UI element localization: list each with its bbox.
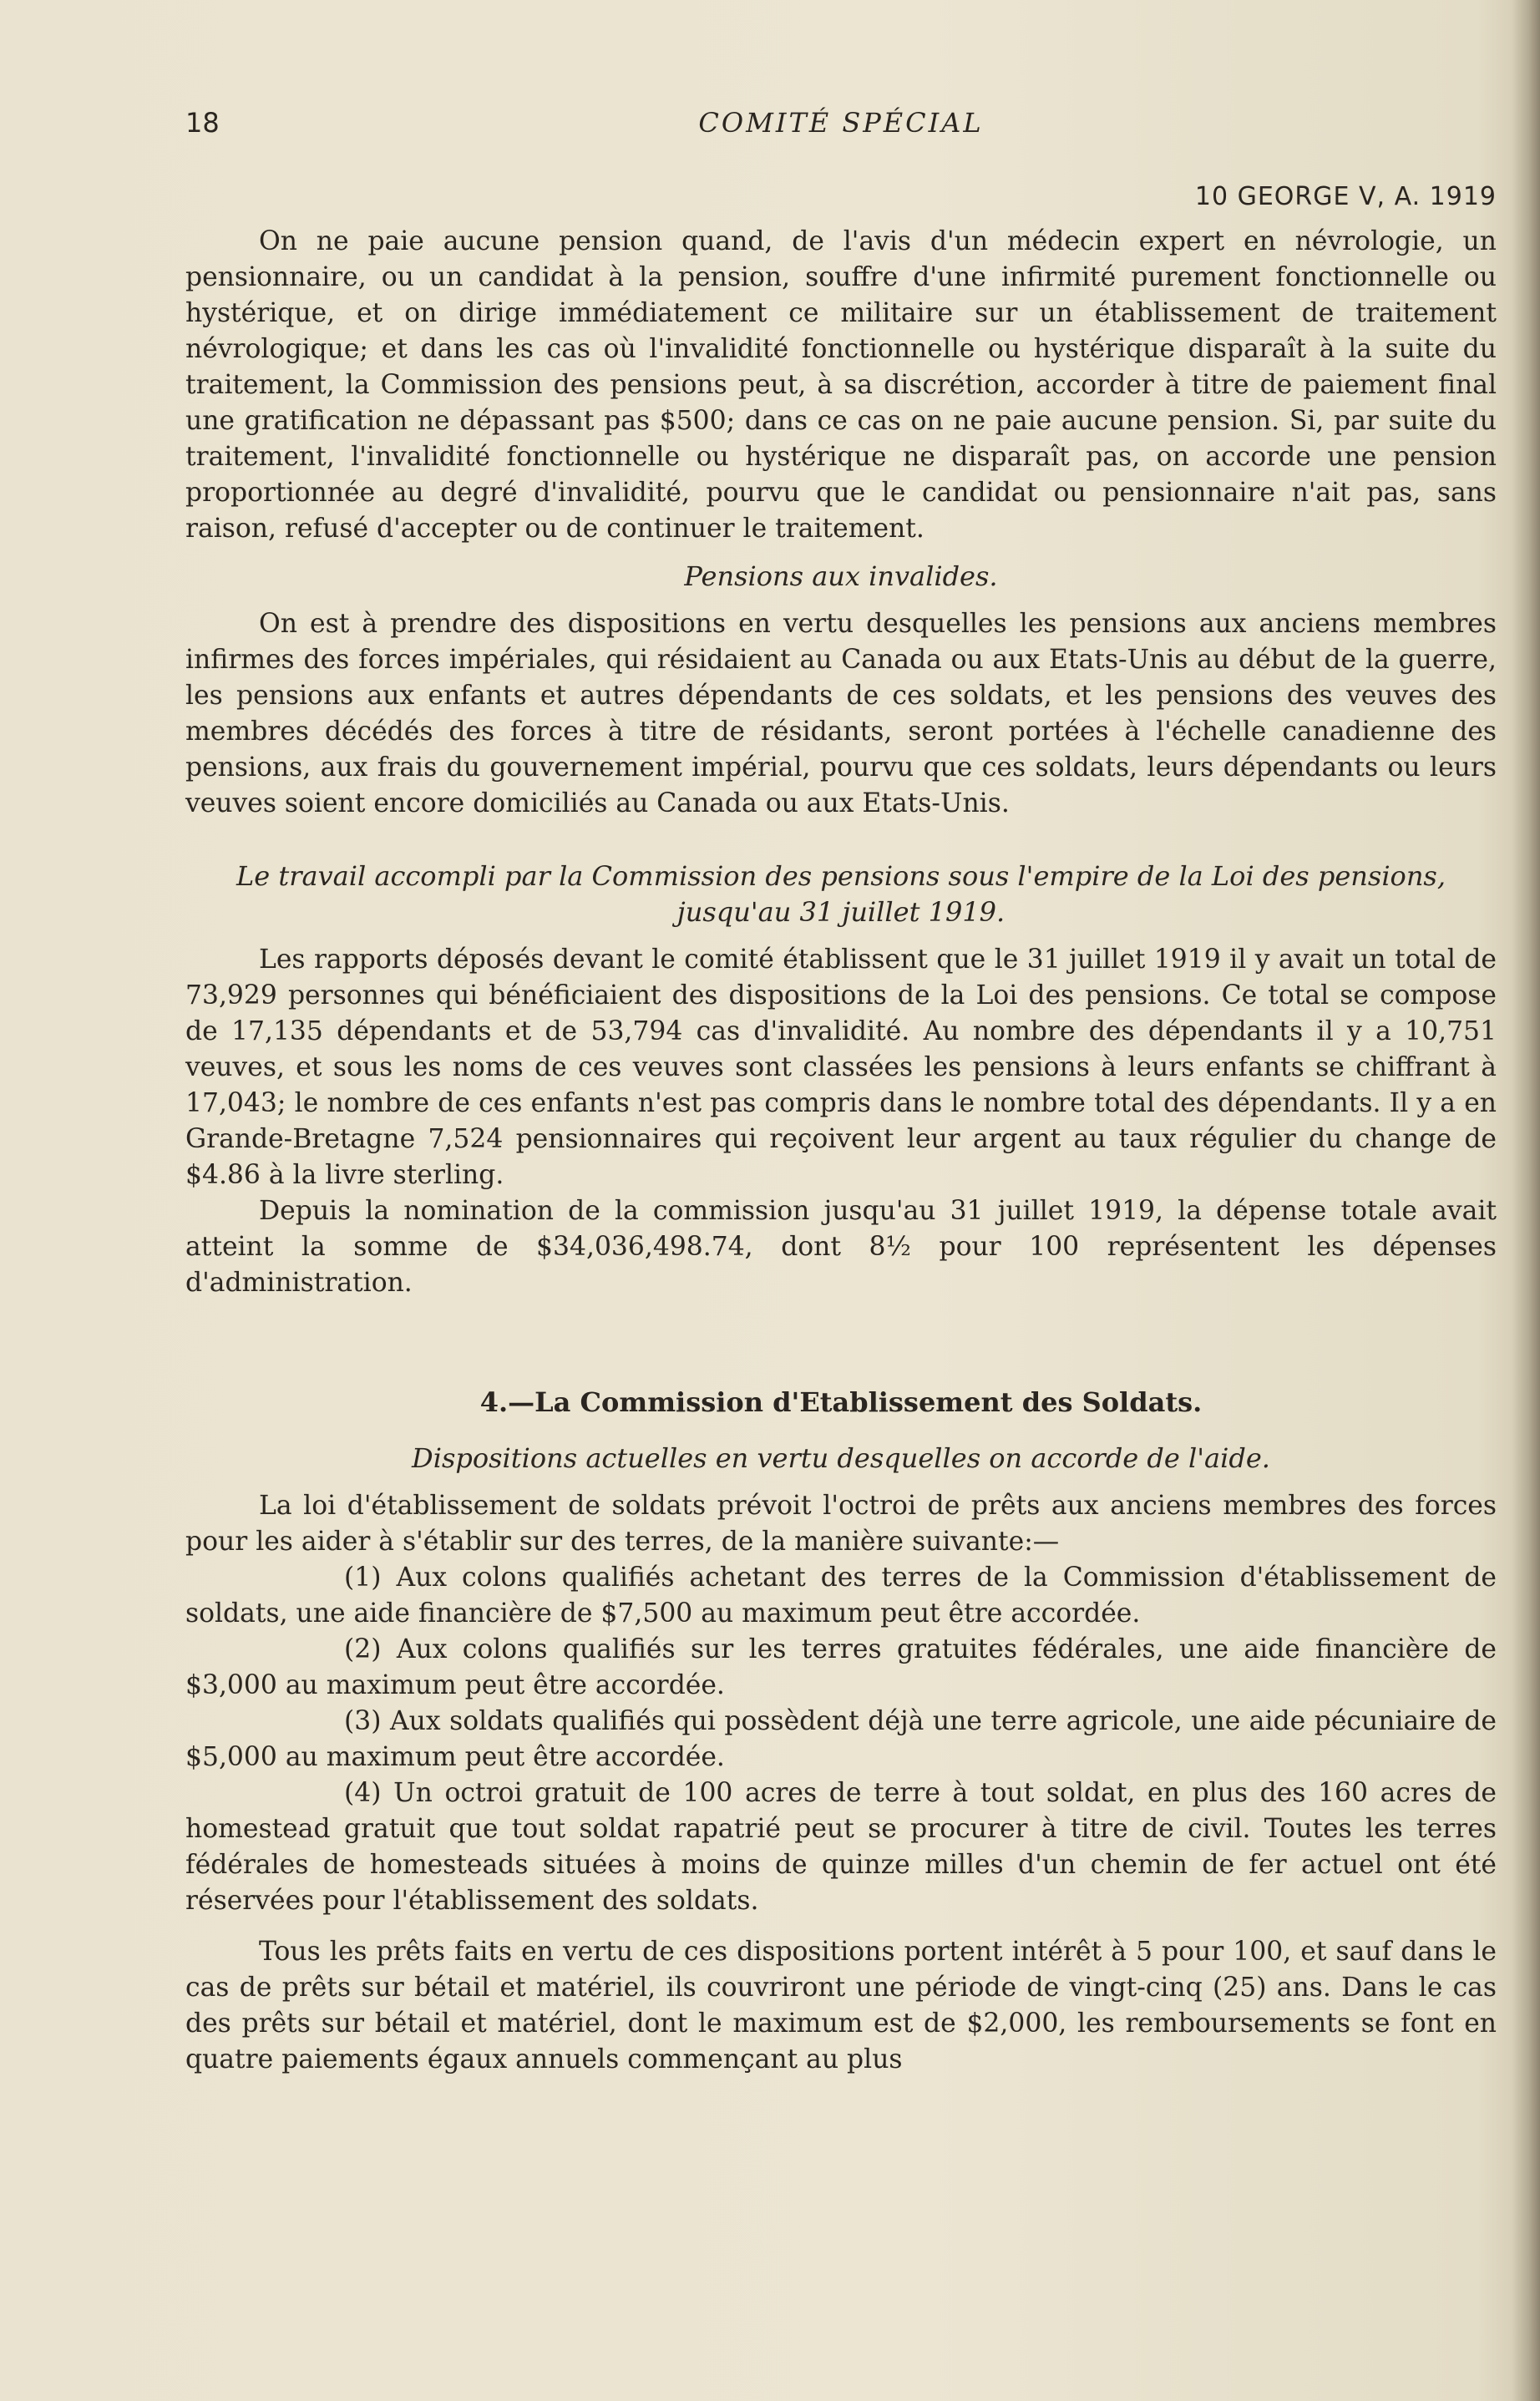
list-item: (2) Aux colons qualifiés sur les terres gratuites fédérales, une aide financière de $3,000 au maximum peut être accordée. xyxy=(185,1634,1497,1700)
session-reference: 10 GEORGE V, A. 1919 xyxy=(1194,182,1497,211)
subheading-commission-work: Le travail accompli par la Commission des pensions sous l'empire de la Loi des pensions, jusqu'au 31 juillet 1919. xyxy=(236,860,1446,928)
section-heading-soldier-settlement: 4.—La Commission d'Etablissement des Soldats. xyxy=(479,1386,1203,1418)
subheading-pensions-invalides: Pensions aux invalides. xyxy=(684,560,998,592)
provisions-list xyxy=(185,1560,1497,1919)
paragraph-settlement-law: La loi d'établissement de soldats prévoit l'octroi de prêts aux anciens membres des forces pour les aider à s'établir sur des terres, de la manière suivante:— xyxy=(185,1491,1497,1557)
list-item: (4) Un octroi gratuit de 100 acres de terre à tout soldat, en plus des 160 acres de homestead gratuit que tout soldat rapatrié peut se procurer à titre de civil. Toutes les terres fédérales de homesteads situées à moins de quinze milles d'un chemin de fer actuel ont été réservées pour l'établissement des soldats. xyxy=(185,1778,1497,1916)
paragraph-reports-statistics: Les rapports déposés devant le comité établissent que le 31 juillet 1919 il y avait un total de 73,929 personnes qui bénéficiaient des dispositions de la Loi des pensions. Ce total se compose de 17,135 dépendants et de 53,794 cas d'invalidité. Au nombre des dépendants il y a 10,751 veuves, et sous les noms de ces veuves sont classées les pensions à leurs enfants se chiffrant à 17,043; le nombre de ces enfants n'est pas compris dans le nombre total des dépendants. Il y a en Grande-Bretagne 7,524 pensionnaires qui reçoivent leur argent au taux régulier du change de $4.86 à la livre sterling. xyxy=(185,945,1497,1190)
paragraph-loan-interest: Tous les prêts faits en vertu de ces dispositions portent intérêt à 5 pour 100, et sauf dans le cas de prêts sur bétail et matériel, ils couvriront une période de vingt-cinq (25) ans. Dans le cas des prêts sur bétail et matériel, dont le maximum est de $2,000, les remboursements se font en quatre paiements égaux annuels commençant au plus xyxy=(185,1937,1497,2074)
list-item: (1) Aux colons qualifiés achetant des terres de la Commission d'établissement de soldats, une aide financière de $7,500 au maximum peut être accordée. xyxy=(185,1563,1497,1629)
page-header xyxy=(185,107,1497,149)
running-head: COMITÉ SPÉCIAL xyxy=(698,107,984,139)
document-body xyxy=(185,224,1497,2078)
paragraph-neurology-pensions: On ne paie aucune pension quand, de l'avis d'un médecin expert en névrologie, un pensionnaire, ou un candidat à la pension, souffre d'une infirmité purement fonctionnelle ou hystérique, et on dirige immédiatement ce militaire sur un établissement de traitement névrologique; et dans les cas où l'invalidité fonctionnelle ou hystérique disparaît à la suite du traitement, la Commission des pensions peut, à sa discrétion, accorder à titre de paiement final une gratification ne dépassant pas $500; dans ce cas on ne paie aucune pension. Si, par suite du traitement, l'invalidité fonctionnelle ou hystérique ne disparaît pas, on accorde une pension proportionnée au degré d'invalidité, pourvu que le candidat ou pensionnaire n'ait pas, sans raison, refusé d'accepter ou de continuer le traitement. xyxy=(185,226,1497,544)
page-edge-shadow xyxy=(1512,0,1540,2401)
paragraph-imperial-forces: On est à prendre des dispositions en vertu desquelles les pensions aux anciens membres infirmes des forces impériales, qui résidaient au Canada ou aux Etats-Unis au début de la guerre, les pensions aux enfants et autres dépendants de ces soldats, et les pensions des veuves des membres décédés des forces à titre de résidants, seront portées à l'échelle canadienne des pensions, aux frais du gouvernement impérial, pourvu que ces soldats, leurs dépendants ou leurs veuves soient encore domiciliés au Canada ou aux Etats-Unis. xyxy=(185,609,1497,818)
subheading-current-provisions: Dispositions actuelles en vertu desquelles on accorde de l'aide. xyxy=(412,1442,1270,1474)
page-number: 18 xyxy=(185,107,220,139)
list-item: (3) Aux soldats qualifiés qui possèdent déjà une terre agricole, une aide pécuniaire de $5,000 au maximum peut être accordée. xyxy=(185,1706,1497,1772)
paragraph-total-expenditure: Depuis la nomination de la commission jusqu'au 31 juillet 1919, la dépense totale avait atteint la somme de $34,036,498.74, dont 8½ pour 100 représentent les dépenses d'administration. xyxy=(185,1196,1497,1298)
